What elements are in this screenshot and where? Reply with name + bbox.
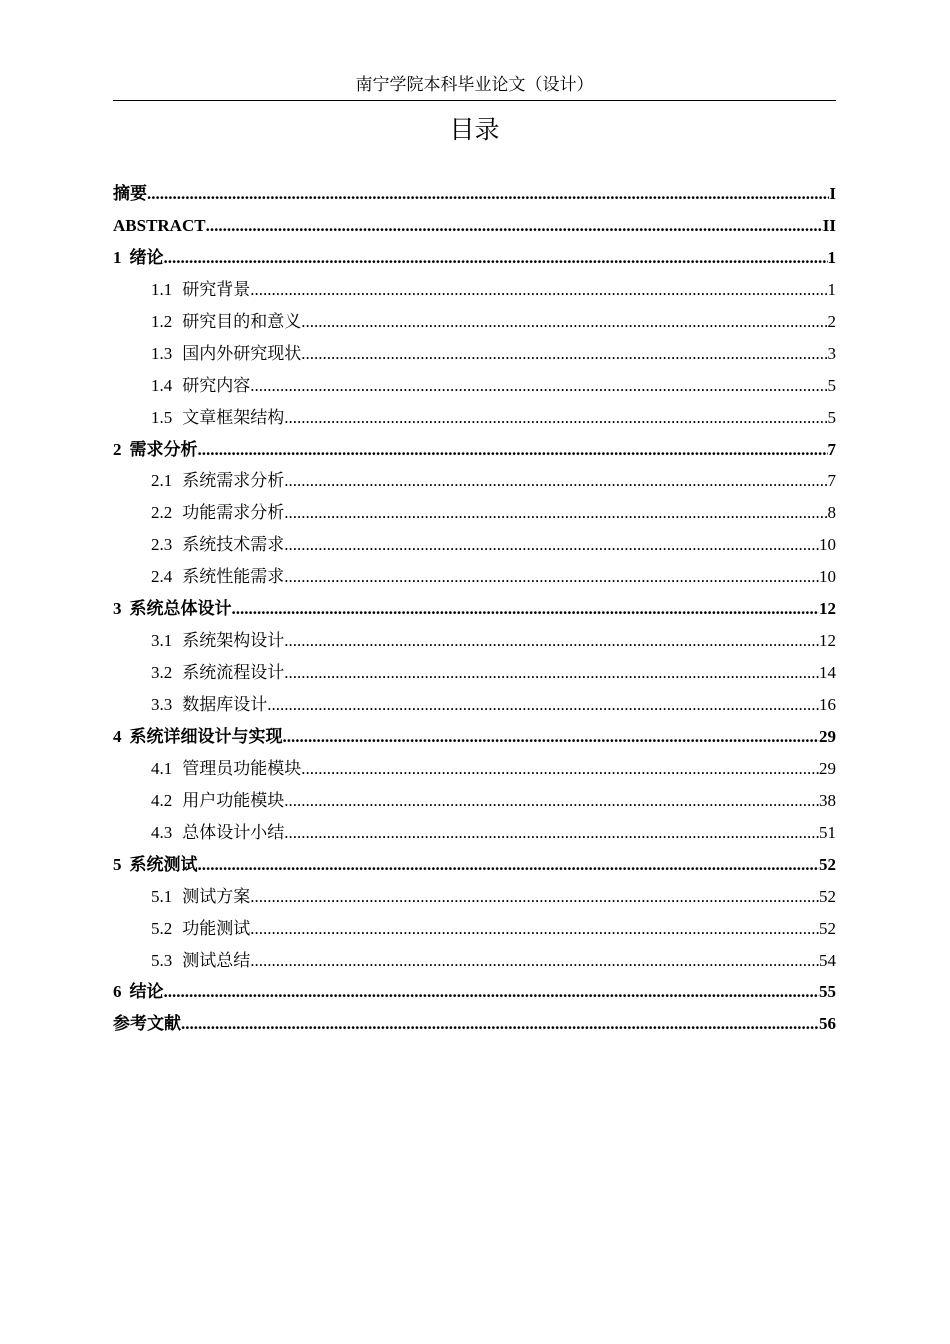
toc-entry[interactable] (113, 1008, 836, 1040)
toc-dot-leader (164, 976, 820, 1008)
toc-dot-leader (284, 561, 819, 593)
toc-entry[interactable] (113, 338, 836, 370)
toc-entry[interactable] (113, 210, 836, 242)
toc-entry-page: 10 (819, 535, 836, 555)
toc-entry-label: 系统性能需求 (182, 567, 285, 587)
toc-entry-label: 系统技术需求 (182, 535, 285, 555)
toc-entry-number: 1.5 (151, 407, 173, 427)
toc-entry[interactable] (113, 625, 836, 657)
toc-entry-label: 研究内容 (182, 375, 251, 395)
toc-entry-label: 结论 (129, 982, 164, 1002)
toc-entry[interactable] (113, 274, 836, 306)
toc-entry-number: 4.3 (151, 822, 173, 842)
toc-dot-leader (301, 753, 819, 785)
toc-entry[interactable] (113, 402, 836, 434)
toc-entry[interactable] (113, 945, 836, 977)
toc-entry-number: 2.4 (151, 567, 173, 587)
toc-entry-label: 文章框架结构 (182, 407, 285, 427)
toc-dot-leader (284, 625, 819, 657)
toc-entry-number: 5.1 (151, 886, 173, 906)
toc-dot-leader (198, 849, 820, 881)
toc-entry-label: 研究背景 (182, 279, 251, 299)
toc-entry-number: 1.3 (151, 343, 173, 363)
table-of-contents (113, 178, 836, 1040)
toc-entry-label: 摘要 (113, 184, 147, 203)
toc-entry-page: 51 (819, 822, 836, 842)
toc-entry-number: 1.4 (151, 375, 173, 395)
toc-entry-page: 7 (827, 439, 836, 459)
toc-entry[interactable] (113, 849, 836, 881)
toc-entry-label: 系统流程设计 (182, 663, 285, 683)
toc-entry-page: 55 (819, 982, 836, 1002)
toc-entry-label: 研究目的和意义 (182, 311, 302, 331)
toc-entry-page: 2 (827, 311, 836, 331)
toc-entry[interactable] (113, 976, 836, 1008)
toc-entry-label: 数据库设计 (182, 695, 268, 714)
toc-entry-label: 系统总体设计 (129, 599, 232, 619)
toc-entry-number: 4.1 (151, 758, 173, 778)
toc-dot-leader (232, 593, 820, 625)
toc-entry-label: 用户功能模块 (182, 790, 285, 810)
toc-dot-leader (284, 785, 819, 817)
toc-entry-page: 56 (819, 1014, 836, 1034)
toc-entry-page: 7 (827, 471, 836, 491)
toc-entry[interactable] (113, 753, 836, 785)
toc-entry[interactable] (113, 370, 836, 402)
toc-entry-page: II (822, 215, 836, 235)
toc-entry-number: 3.2 (151, 663, 173, 683)
toc-entry-page: 16 (819, 695, 836, 714)
toc-entry[interactable] (113, 817, 836, 849)
toc-entry-label: 系统需求分析 (182, 471, 285, 491)
toc-entry-label: 系统详细设计与实现 (129, 726, 283, 746)
toc-dot-leader (284, 497, 827, 529)
toc-entry-page: 29 (819, 758, 836, 778)
toc-dot-leader (250, 913, 819, 945)
toc-entry-number: 2.3 (151, 535, 173, 555)
toc-dot-leader (250, 945, 819, 977)
toc-entry-page: 14 (819, 663, 836, 683)
toc-entry[interactable] (113, 913, 836, 945)
toc-entry[interactable] (113, 465, 836, 497)
toc-entry-number: 3.3 (151, 695, 173, 714)
toc-entry-page: 1 (827, 247, 836, 267)
toc-entry-page: 10 (819, 567, 836, 587)
toc-entry-number: 4 (113, 726, 122, 746)
toc-entry-label: 参考文献 (113, 1014, 181, 1034)
toc-entry-label: 功能需求分析 (182, 503, 285, 523)
toc-dot-leader (250, 370, 827, 402)
toc-entry[interactable] (113, 434, 836, 466)
toc-entry-page: 8 (827, 503, 836, 523)
toc-dot-leader (267, 689, 819, 721)
toc-entry-page: 1 (827, 279, 836, 299)
toc-entry-label: 管理员功能模块 (182, 758, 302, 778)
toc-entry-page: 12 (819, 599, 836, 619)
toc-entry[interactable] (113, 561, 836, 593)
toc-entry[interactable] (113, 689, 836, 721)
toc-entry[interactable] (113, 593, 836, 625)
toc-entry-label: ABSTRACT (113, 215, 206, 235)
toc-entry-page: 5 (827, 375, 836, 395)
toc-dot-leader (164, 242, 828, 274)
toc-entry-number: 5.3 (151, 950, 173, 970)
toc-dot-leader (284, 657, 819, 689)
toc-dot-leader (284, 465, 827, 497)
toc-entry[interactable] (113, 242, 836, 274)
toc-entry-number: 3.1 (151, 631, 173, 651)
toc-entry-page: I (829, 184, 836, 203)
toc-entry-number: 6 (113, 982, 122, 1002)
header-rule (113, 100, 836, 101)
toc-entry-page: 52 (819, 886, 836, 906)
toc-entry[interactable] (113, 657, 836, 689)
toc-dot-leader (250, 881, 819, 913)
toc-dot-leader (284, 402, 827, 434)
toc-entry-page: 5 (827, 407, 836, 427)
toc-entry-label: 测试总结 (182, 950, 251, 970)
toc-entry[interactable] (113, 721, 836, 753)
toc-entry-label: 需求分析 (129, 439, 198, 459)
toc-entry-page: 52 (819, 854, 836, 874)
toc-entry-page: 38 (819, 790, 836, 810)
toc-entry-number: 5 (113, 854, 122, 874)
toc-entry-page: 54 (819, 950, 836, 970)
toc-entry-label: 国内外研究现状 (182, 343, 302, 363)
toc-entry-label: 总体设计小结 (182, 822, 285, 842)
toc-dot-leader (301, 306, 827, 338)
toc-entry-number: 3 (113, 599, 122, 619)
toc-entry-number: 1.2 (151, 311, 173, 331)
toc-entry[interactable] (113, 497, 836, 529)
toc-entry[interactable] (113, 529, 836, 561)
toc-entry[interactable] (113, 881, 836, 913)
toc-dot-leader (198, 434, 828, 466)
toc-entry-number: 2.1 (151, 471, 173, 491)
toc-dot-leader (284, 817, 819, 849)
toc-entry-number: 5.2 (151, 918, 173, 938)
toc-dot-leader (250, 274, 827, 306)
toc-entry-number: 2.2 (151, 503, 173, 523)
toc-dot-leader (284, 529, 819, 561)
toc-dot-leader (206, 210, 823, 242)
toc-entry[interactable] (113, 306, 836, 338)
page-header: 南宁学院本科毕业论文（设计） (355, 75, 594, 94)
toc-entry[interactable] (113, 178, 836, 210)
toc-entry-number: 1 (113, 247, 122, 267)
toc-entry[interactable] (113, 785, 836, 817)
toc-entry-label: 系统架构设计 (182, 631, 285, 651)
toc-entry-label: 系统测试 (129, 854, 198, 874)
toc-entry-label: 功能测试 (182, 918, 251, 938)
toc-entry-page: 3 (827, 343, 836, 363)
toc-entry-page: 52 (819, 918, 836, 938)
toc-entry-label: 测试方案 (182, 886, 251, 906)
toc-dot-leader (147, 178, 829, 210)
toc-entry-page: 29 (819, 726, 836, 746)
toc-entry-number: 2 (113, 439, 122, 459)
toc-dot-leader (181, 1008, 819, 1040)
toc-entry-number: 4.2 (151, 790, 173, 810)
toc-entry-label: 绪论 (129, 247, 164, 267)
toc-dot-leader (283, 721, 820, 753)
toc-entry-number: 1.1 (151, 279, 173, 299)
toc-title: 目录 (449, 117, 500, 144)
toc-entry-page: 12 (819, 631, 836, 651)
toc-dot-leader (301, 338, 827, 370)
